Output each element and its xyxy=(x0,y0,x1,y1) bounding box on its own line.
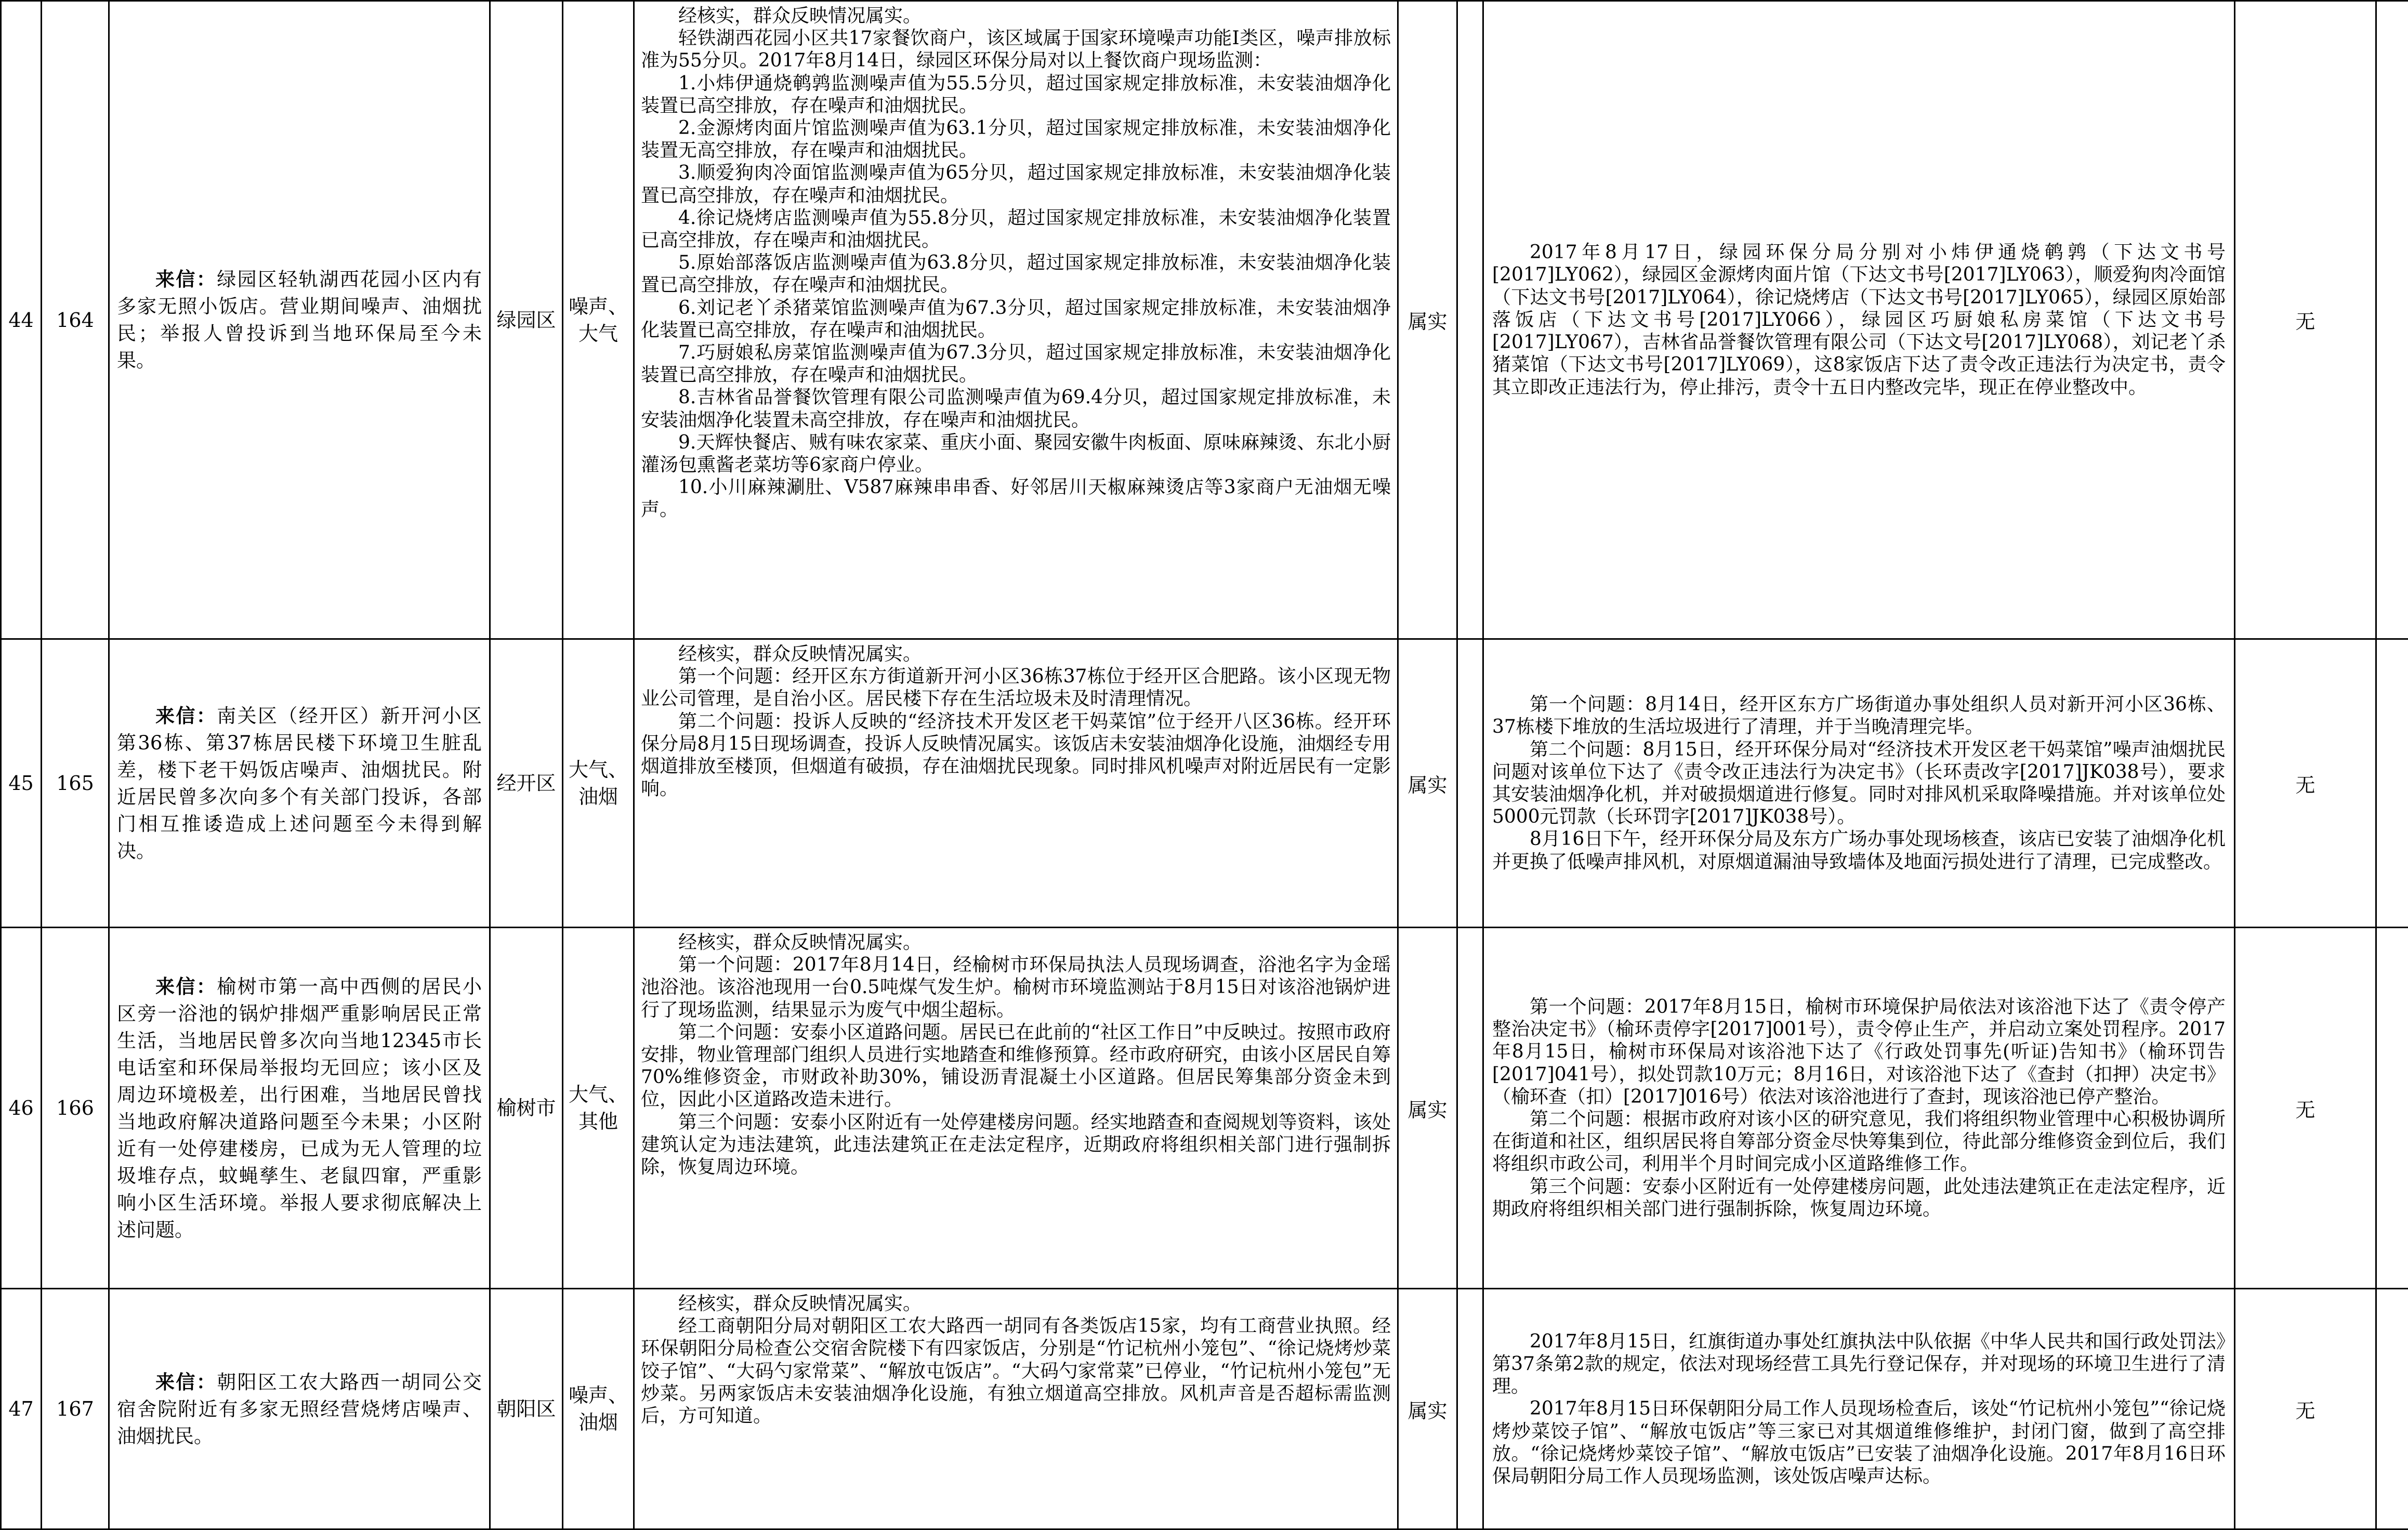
area-cell: 榆树市 xyxy=(490,928,563,1289)
finding-cell xyxy=(634,1,1398,639)
finding-paragraph: 第二个问题：投诉人反映的“经济技术开发区老干妈菜馆”位于经开八区36栋。经开环保分局8月15日现场调查，投诉人反映情况属实。该饭店未安装油烟净化设施，油烟经专用烟道排放至楼顶，但烟道有破损，存在油烟扰民现象。同时排风机噪声对附近居民有一定影响。 xyxy=(641,710,1391,800)
finding-paragraph: 经工商朝阳分局对朝阳区工农大路西一胡同有各类饭店15家，均有工商营业执照。经环保朝阳分局检查公交宿舍院楼下有四家饭店，分别是“竹记杭州小笼包”、“徐记烧烤炒菜饺子馆”、“大码勺家常菜”、“解放屯饭店”。“大码勺家常菜”已停业，“竹记杭州小笼包”无炒菜。另两家饭店未安装油烟净化设施，有独立烟道高空排放。风机声音是否超标需监测后，方可知道。 xyxy=(641,1315,1391,1427)
area-cell: 经开区 xyxy=(490,639,563,928)
verified-cell: 属实 xyxy=(1398,928,1457,1289)
action-paragraph: 第二个问题：根据市政府对该小区的研究意见，我们将组织物业管理中心积极协调所在街道和社区，组织居民将自筹部分资金尽快筹集到位，待此部分维修资金到位后，我们将组织市政公司，利用半个月时间完成小区道路维修工作。 xyxy=(1492,1108,2226,1176)
letter-label: 来信： xyxy=(155,268,217,291)
finding-paragraph: 经核实，群众反映情况属实。 xyxy=(641,643,1391,665)
action-cell xyxy=(1483,1,2235,639)
spacer-cell xyxy=(1457,1,1483,639)
action-paragraph: 2017年8月15日环保朝阳分局工作人员现场检查后，该处“竹记杭州小笼包”“徐记烧烤炒菜饺子馆”、“解放屯饭店”等三家已对其烟道维修维护，封闭门窗，做到了高空排放。“徐记烧烤炒菜饺子馆”、“解放屯饭店”已安装了油烟净化设施。2017年8月16日环保局朝阳分局工作人员现场监测，该处饭店噪声达标。 xyxy=(1492,1397,2226,1487)
finding-paragraph: 经核实，群众反映情况属实。 xyxy=(641,1292,1391,1315)
letter-text: 南关区（经开区）新开河小区第36栋、第37栋居民楼下环境卫生脏乱差，楼下老干妈饭店噪声、油烟扰民。附近居民曾多次向多个有关部门投诉，各部门相互推诿造成上述问题至今未得到解决。 xyxy=(117,705,482,862)
table-row xyxy=(1,1,2408,639)
spacer-cell xyxy=(1457,1289,1483,1529)
row-seq-cell: 44 xyxy=(1,1,42,639)
finding-paragraph: 6.刘记老丫杀猪菜馆监测噪声值为67.3分贝，超过国家规定排放标准，未安装油烟净化装置已高空排放，存在噪声和油烟扰民。 xyxy=(641,297,1391,341)
empty-cell xyxy=(2376,639,2408,928)
action-paragraph: 第二个问题：8月15日，经开环保分局对“经济技术开发区老干妈菜馆”噪声油烟扰民问题对该单位下达了《责令改正违法行为决定书》（长环责改字[2017]JK038号），要求其安装油烟净化机，并对破损烟道进行修复。同时对排风机采取降噪措施。并对该单位处5000元罚款（长环罚字[2017]JK038号）。 xyxy=(1492,738,2226,828)
accountability-cell: 无 xyxy=(2235,639,2376,928)
letter-text: 榆树市第一高中西侧的居民小区旁一浴池的锅炉排烟严重影响居民正常生活，当地居民曾多次向当地12345市长电话室和环保局举报均无回应；该小区及周边环境极差，出行困难，当地居民曾找当地政府解决道路问题至今未果；小区附近有一处停建楼房，已成为无人管理的垃圾堆存点，蚊蝇孳生、老鼠四窜，严重影响小区生活环境。举报人要求彻底解决上述问题。 xyxy=(117,975,482,1241)
finding-paragraph: 10.小川麻辣涮肚、V587麻辣串串香、好邻居川天椒麻辣烫店等3家商户无油烟无噪声。 xyxy=(641,476,1391,521)
finding-paragraph: 2.金源烤肉面片馆监测噪声值为63.1分贝，超过国家规定排放标准，未安装油烟净化装置无高空排放，存在噪声和油烟扰民。 xyxy=(641,117,1391,162)
area-cell: 朝阳区 xyxy=(490,1289,563,1529)
pollution-type-cell: 大气、其他 xyxy=(563,928,634,1289)
area-cell: 绿园区 xyxy=(490,1,563,639)
row-number-cell: 166 xyxy=(42,928,109,1289)
action-paragraph: 第一个问题：8月14日，经开区东方广场街道办事处组织人员对新开河小区36栋、37栋楼下堆放的生活垃圾进行了清理，并于当晚清理完毕。 xyxy=(1492,693,2226,738)
verified-cell: 属实 xyxy=(1398,1,1457,639)
empty-cell xyxy=(2376,1289,2408,1529)
finding-cell xyxy=(634,928,1398,1289)
table-row xyxy=(1,928,2408,1289)
finding-paragraph: 第一个问题：2017年8月14日，经榆树市环保局执法人员现场调查，浴池名字为金瑶池浴池。该浴池现用一台0.5吨煤气发生炉。榆树市环境监测站于8月15日对该浴池锅炉进行了现场监测，结果显示为废气中烟尘超标。 xyxy=(641,954,1391,1021)
accountability-cell: 无 xyxy=(2235,928,2376,1289)
finding-paragraph: 3.顺爱狗肉冷面馆监测噪声值为65分贝，超过国家规定排放标准，未安装油烟净化装置已高空排放，存在噪声和油烟扰民。 xyxy=(641,162,1391,206)
pollution-type-cell: 噪声、油烟 xyxy=(563,1289,634,1529)
letter-text: 绿园区轻轨湖西花园小区内有多家无照小饭店。营业期间噪声、油烟扰民；举报人曾投诉到当地环保局至今未果。 xyxy=(117,268,482,372)
spacer-cell xyxy=(1457,639,1483,928)
finding-paragraph: 第二个问题：安泰小区道路问题。居民已在此前的“社区工作日”中反映过。按照市政府安排，物业管理部门组织人员进行实地踏查和维修预算。经市政府研究，由该小区居民自筹70%维修资金，市财政补助30%，铺设沥青混凝土小区道路。但居民筹集部分资金未到位，因此小区道路改造未进行。 xyxy=(641,1021,1391,1111)
letter-cell xyxy=(109,1,490,639)
finding-paragraph: 1.小炜伊通烧鹌鹑监测噪声值为55.5分贝，超过国家规定排放标准，未安装油烟净化装置已高空排放，存在噪声和油烟扰民。 xyxy=(641,72,1391,117)
finding-paragraph: 9.天辉快餐店、贼有味农家菜、重庆小面、聚园安徽牛肉板面、原味麻辣烫、东北小厨灌汤包熏酱老菜坊等6家商户停业。 xyxy=(641,431,1391,476)
pollution-type-cell: 噪声、大气 xyxy=(563,1,634,639)
action-paragraph: 2017年8月15日，红旗街道办事处红旗执法中队依据《中华人民共和国行政处罚法》第37条第2款的规定，依法对现场经营工具先行登记保存，并对现场的环境卫生进行了清理。 xyxy=(1492,1330,2226,1398)
action-paragraph: 8月16日下午，经开环保分局及东方广场办事处现场核查，该店已安装了油烟净化机并更换了低噪声排风机，对原烟道漏油导致墙体及地面污损处进行了清理，已完成整改。 xyxy=(1492,828,2226,873)
empty-cell xyxy=(2376,1,2408,639)
table-row xyxy=(1,639,2408,928)
action-paragraph: 2017年8月17日，绿园环保分局分别对小炜伊通烧鹌鹑（下达文书号[2017]LY062），绿园区金源烤肉面片馆（下达文书号[2017]LY063），顺爱狗肉冷面馆（下达文书号[2017]LY064），徐记烧烤店（下达文书号[2017]LY065），绿园区原始部落饭店（下达文书号[2017]LY066），绿园区巧厨娘私房菜馆（下达文书号[2017]LY067），吉林省品誉餐饮管理有限公司（下达文号[2017]LY068），刘记老丫杀猪菜馆（下达文书号[2017]LY069），这8家饭店下达了责令改正违法行为决定书，责令其立即改正违法行为，停止排污，责令十五日内整改完毕，现正在停业整改中。 xyxy=(1492,241,2226,398)
finding-cell xyxy=(634,1289,1398,1529)
finding-paragraph: 8.吉林省品誉餐饮管理有限公司监测噪声值为69.4分贝，超过国家规定排放标准，未安装油烟净化装置未高空排放，存在噪声和油烟扰民。 xyxy=(641,386,1391,431)
finding-paragraph: 第一个问题：经开区东方街道新开河小区36栋37栋位于经开区合肥路。该小区现无物业公司管理，是自治小区。居民楼下存在生活垃圾未及时清理情况。 xyxy=(641,665,1391,710)
finding-paragraph: 轻铁湖西花园小区共17家餐饮商户，该区域属于国家环境噪声功能I类区，噪声排放标准为55分贝。2017年8月14日，绿园区环保分局对以上餐饮商户现场监测： xyxy=(641,27,1391,72)
finding-paragraph: 4.徐记烧烤店监测噪声值为55.8分贝，超过国家规定排放标准，未安装油烟净化装置已高空排放，存在噪声和油烟扰民。 xyxy=(641,207,1391,252)
finding-cell xyxy=(634,639,1398,928)
verified-cell: 属实 xyxy=(1398,639,1457,928)
finding-paragraph: 7.巧厨娘私房菜馆监测噪声值为67.3分贝，超过国家规定排放标准，未安装油烟净化装置已高空排放，存在噪声和油烟扰民。 xyxy=(641,341,1391,386)
finding-paragraph: 第三个问题：安泰小区附近有一处停建楼房问题。经实地踏查和查阅规划等资料，该处建筑认定为违法建筑，此违法建筑正在走法定程序，近期政府将组织相关部门进行强制拆除，恢复周边环境。 xyxy=(641,1111,1391,1179)
row-number-cell: 167 xyxy=(42,1289,109,1529)
finding-paragraph: 经核实，群众反映情况属实。 xyxy=(641,931,1391,954)
row-seq-cell: 46 xyxy=(1,928,42,1289)
letter-label: 来信： xyxy=(155,1370,217,1393)
letter-label: 来信： xyxy=(155,975,217,998)
action-cell xyxy=(1483,1289,2235,1529)
letter-label: 来信： xyxy=(155,704,217,727)
accountability-cell: 无 xyxy=(2235,1,2376,639)
table-row xyxy=(1,1289,2408,1529)
finding-paragraph: 经核实，群众反映情况属实。 xyxy=(641,5,1391,27)
action-paragraph: 第三个问题：安泰小区附近有一处停建楼房问题，此处违法建筑正在走法定程序，近期政府将组织相关部门进行强制拆除，恢复周边环境。 xyxy=(1492,1176,2226,1220)
verified-cell: 属实 xyxy=(1398,1289,1457,1529)
letter-cell xyxy=(109,639,490,928)
accountability-cell: 无 xyxy=(2235,1289,2376,1529)
spacer-cell xyxy=(1457,928,1483,1289)
action-cell xyxy=(1483,928,2235,1289)
row-number-cell: 165 xyxy=(42,639,109,928)
action-cell xyxy=(1483,639,2235,928)
row-seq-cell: 45 xyxy=(1,639,42,928)
letter-cell xyxy=(109,928,490,1289)
empty-cell xyxy=(2376,928,2408,1289)
pollution-type-cell: 大气、油烟 xyxy=(563,639,634,928)
row-seq-cell: 47 xyxy=(1,1289,42,1529)
row-number-cell: 164 xyxy=(42,1,109,639)
letter-cell xyxy=(109,1289,490,1529)
letter-text: 朝阳区工农大路西一胡同公交宿舍院附近有多家无照经营烧烤店噪声、油烟扰民。 xyxy=(117,1371,482,1447)
action-paragraph: 第一个问题：2017年8月15日，榆树市环境保护局依法对该浴池下达了《责令停产整治决定书》（榆环责停字[2017]001号），责令停止生产，并启动立案处罚程序。2017年8月15日，榆树市环保局对该浴池下达了《行政处罚事先(听证)告知书》（榆环罚告[2017]041号），拟处罚款10万元；8月16日，对该浴池下达了《查封（扣押）决定书》（榆环查（扣）[2017]016号）依法对该浴池进行了查封，现该浴池已停产整治。 xyxy=(1492,996,2226,1108)
finding-paragraph: 5.原始部落饭店监测噪声值为63.8分贝，超过国家规定排放标准，未安装油烟净化装置已高空排放，存在噪声和油烟扰民。 xyxy=(641,252,1391,296)
